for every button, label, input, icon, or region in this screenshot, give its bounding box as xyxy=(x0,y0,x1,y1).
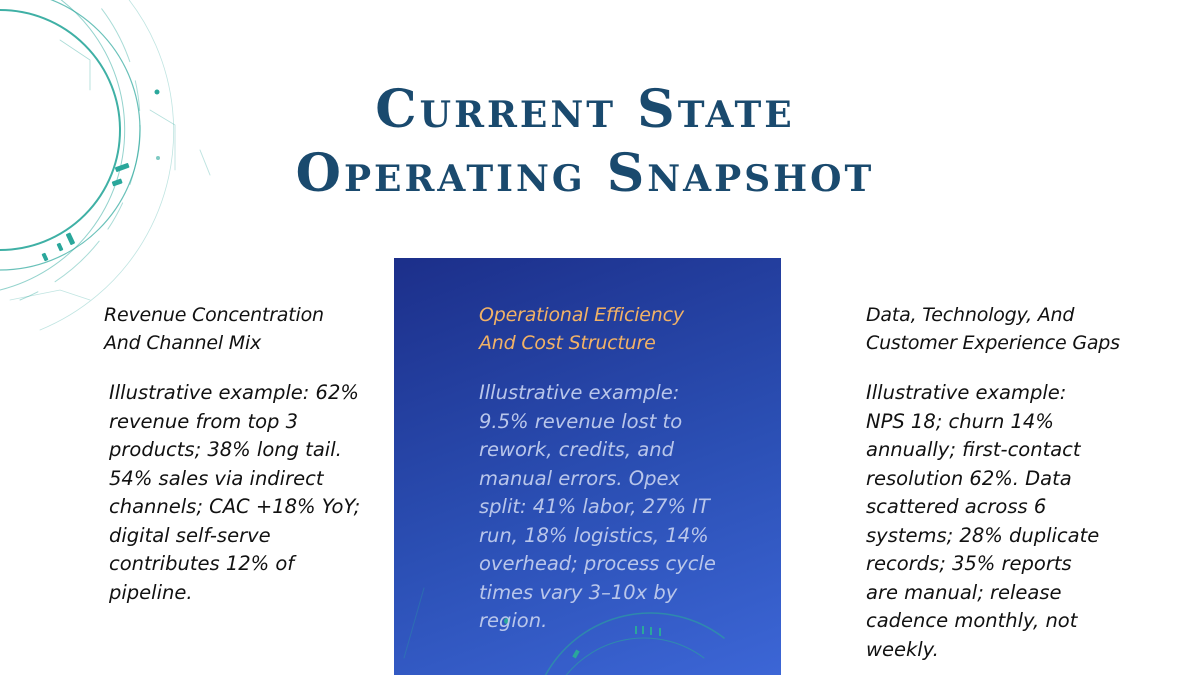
heading-line-2: Customer Experience Gaps xyxy=(866,332,1120,354)
column-body: Illustrative example: 9.5% revenue lost to rework, credits, and manual errors. Opex split: 41% labor, 27% IT run, 18% logistics, 14% overhead; process cycle times vary 3–10x by region. xyxy=(479,381,716,632)
column-heading xyxy=(866,301,1136,357)
heading-line-2: And Cost Structure xyxy=(479,332,656,354)
column-heading xyxy=(104,301,369,357)
column-body: Illustrative example: NPS 18; churn 14% annually; first-contact resolution 62%. Data scattered across 6 systems; 28% duplicate records; 35% reports are manual; release cadence monthly, not weekly. xyxy=(866,381,1100,661)
column-revenue xyxy=(104,301,369,607)
column-operational-efficiency xyxy=(479,301,729,636)
heading-line-1: Operational Efficiency xyxy=(479,304,684,326)
heading-line-1: Data, Technology, And xyxy=(866,304,1075,326)
page-title xyxy=(150,78,1020,206)
column-body: Illustrative example: 62% revenue from top 3 products; 38% long tail. 54% sales via indirect channels; CAC +18% YoY; digital self-serve contributes 12% of pipeline. xyxy=(109,381,361,604)
title-line-2: Operating Snapshot xyxy=(295,143,875,204)
heading-line-1: Revenue Concentration xyxy=(104,304,324,326)
column-heading xyxy=(479,301,729,357)
column-data-technology xyxy=(866,301,1136,664)
title-line-1: Current State xyxy=(375,79,795,140)
heading-line-2: And Channel Mix xyxy=(104,332,262,354)
